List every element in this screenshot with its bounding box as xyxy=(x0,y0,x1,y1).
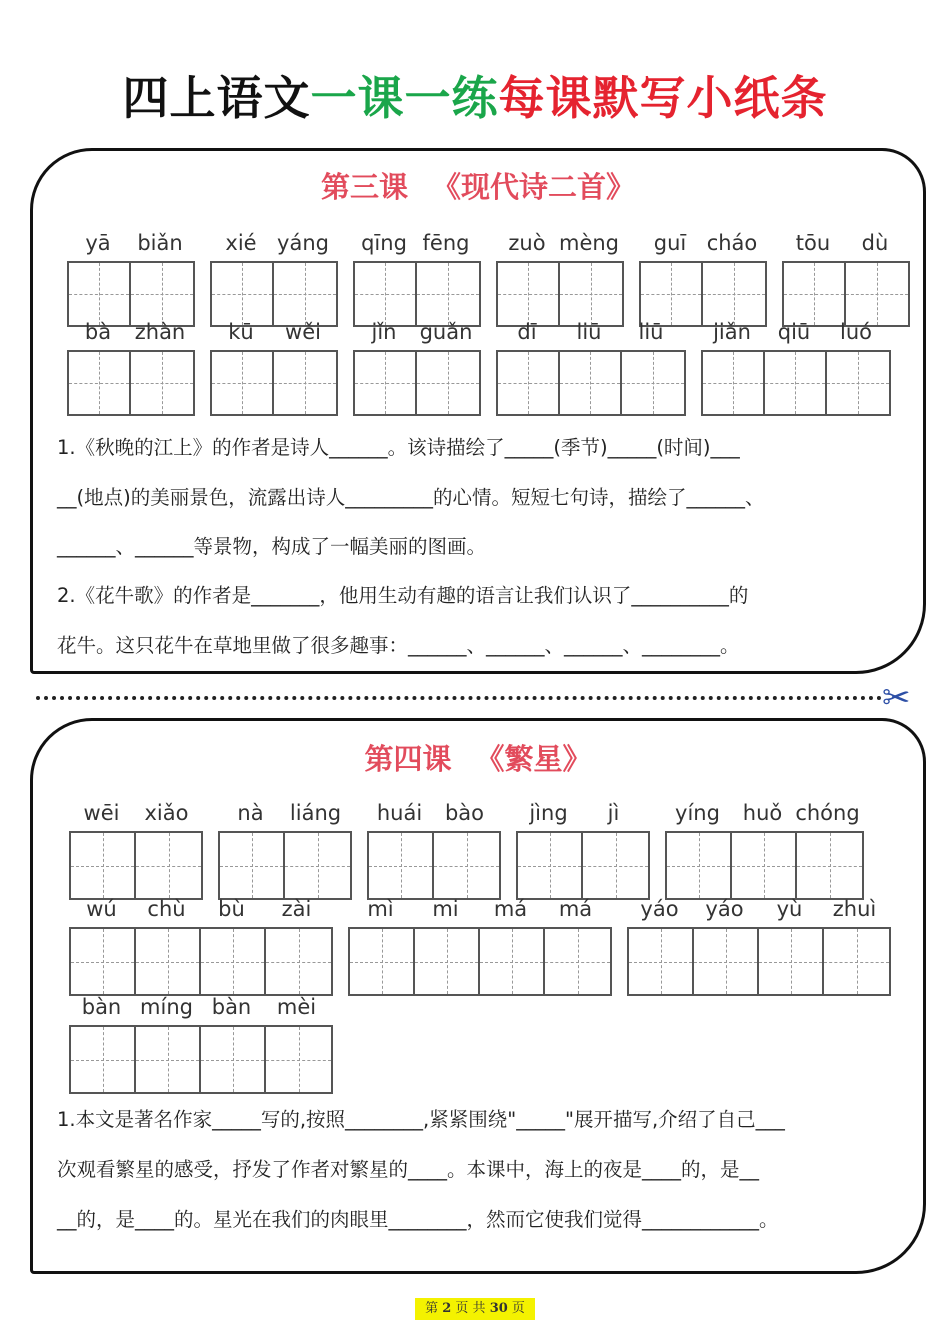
pinyin-syllable: bà xyxy=(84,320,112,344)
pinyin-syllable: má xyxy=(558,897,593,921)
lesson3-q2-line1: 2.《花牛歌》的作者是_______，他用生动有趣的语言让我们认识了__________的 xyxy=(57,584,749,607)
tianzige-box[interactable] xyxy=(220,833,285,898)
page-footer xyxy=(415,1298,535,1320)
lesson4-q1-line3: __的，是____的。星光在我们的肉眼里________，然而它使我们觉得____________。 xyxy=(57,1208,779,1231)
pinyin-line xyxy=(218,795,352,831)
writing-boxes xyxy=(69,831,203,900)
writing-boxes xyxy=(367,831,501,900)
writing-boxes xyxy=(67,350,195,416)
pinyin-syllable: huái xyxy=(376,801,423,825)
pinyin-line xyxy=(69,989,333,1025)
pinyin-syllable: mèi xyxy=(276,995,317,1019)
pinyin-syllable: yā xyxy=(85,231,111,255)
tianzige-box[interactable] xyxy=(480,929,545,994)
pinyin-syllable: mèng xyxy=(558,231,620,255)
tianzige-box[interactable] xyxy=(667,833,732,898)
tianzige-box[interactable] xyxy=(765,352,827,414)
word-group xyxy=(496,225,624,327)
lesson4-row1 xyxy=(69,795,864,900)
tianzige-box[interactable] xyxy=(266,929,331,994)
pinyin-syllable: wú xyxy=(86,897,117,921)
tianzige-box[interactable] xyxy=(136,1027,201,1092)
tianzige-box[interactable] xyxy=(434,833,499,898)
lesson3-q1-line3: ______、______等景物，构成了一幅美丽的图画。 xyxy=(57,535,487,558)
pinyin-syllable: yáng xyxy=(277,231,329,255)
pinyin-syllable: luó xyxy=(840,320,872,344)
tianzige-box[interactable] xyxy=(827,352,889,414)
pinyin-syllable: bào xyxy=(444,801,485,825)
word-group xyxy=(701,314,891,416)
pinyin-line xyxy=(665,795,864,831)
pinyin-syllable: jìng xyxy=(529,801,568,825)
writing-boxes xyxy=(627,927,891,996)
tianzige-box[interactable] xyxy=(703,352,765,414)
word-group xyxy=(67,314,195,416)
pinyin-syllable: kū xyxy=(228,320,254,344)
pinyin-syllable: yíng xyxy=(675,801,720,825)
tianzige-box[interactable] xyxy=(136,929,201,994)
lesson3-q1-line2: __(地点)的美丽景色，流露出诗人_________的心情。短短七句诗，描绘了______、 xyxy=(57,486,765,509)
pinyin-syllable: qīng xyxy=(361,231,407,255)
pinyin-syllable: xiǎo xyxy=(144,801,189,825)
pinyin-line xyxy=(353,314,481,350)
tianzige-box[interactable] xyxy=(350,929,415,994)
tianzige-box[interactable] xyxy=(71,833,136,898)
pinyin-syllable: zài xyxy=(281,897,312,921)
pinyin-syllable: guī xyxy=(653,231,687,255)
pinyin-syllable: cháo xyxy=(706,231,758,255)
pinyin-syllable: yáo xyxy=(640,897,679,921)
tianzige-box[interactable] xyxy=(415,929,480,994)
tianzige-box[interactable] xyxy=(759,929,824,994)
writing-boxes xyxy=(69,1025,333,1094)
pinyin-syllable: biǎn xyxy=(137,231,183,255)
pinyin-syllable: jiǎn xyxy=(713,320,751,344)
page-title xyxy=(0,68,950,128)
pinyin-line xyxy=(353,225,481,261)
tianzige-box[interactable] xyxy=(498,352,560,414)
pinyin-line xyxy=(210,314,338,350)
word-group xyxy=(627,891,891,996)
pinyin-syllable: fēng xyxy=(422,231,470,255)
pinyin-syllable: huǒ xyxy=(742,801,783,825)
lesson3-name: 《现代诗二首》 xyxy=(432,170,636,204)
pinyin-line xyxy=(67,314,195,350)
pinyin-line xyxy=(627,891,891,927)
word-group xyxy=(69,795,203,900)
tianzige-box[interactable] xyxy=(560,352,622,414)
pinyin-syllable: guǎn xyxy=(419,320,473,344)
word-group xyxy=(782,225,910,327)
footer-pre: 第 xyxy=(425,1301,439,1316)
word-group xyxy=(348,891,612,996)
tianzige-box[interactable] xyxy=(355,352,417,414)
word-group xyxy=(210,225,338,327)
pinyin-line xyxy=(367,795,501,831)
writing-boxes xyxy=(210,350,338,416)
pinyin-syllable: bàn xyxy=(211,995,252,1019)
pinyin-line xyxy=(69,891,333,927)
pinyin-line xyxy=(782,225,910,261)
pinyin-line xyxy=(701,314,891,350)
tianzige-box[interactable] xyxy=(797,833,862,898)
writing-boxes xyxy=(218,831,352,900)
lesson4-row3 xyxy=(69,989,333,1094)
writing-boxes xyxy=(348,927,612,996)
writing-boxes xyxy=(353,350,481,416)
tianzige-box[interactable] xyxy=(212,352,274,414)
tianzige-box[interactable] xyxy=(71,1027,136,1092)
word-group xyxy=(69,989,333,1094)
pinyin-syllable: míng xyxy=(140,995,193,1019)
lesson4-q1-line1: 1.本文是著名作家_____写的,按照________,紧紧围绕"_____"展开描写,介绍了自己___ xyxy=(57,1108,785,1131)
pinyin-line xyxy=(496,314,686,350)
title-part-2: 一课一练 xyxy=(310,71,499,125)
pinyin-syllable: chù xyxy=(147,897,186,921)
footer-total: 30 xyxy=(489,1301,508,1316)
tianzige-box[interactable] xyxy=(545,929,610,994)
cut-line xyxy=(36,696,882,700)
tianzige-box[interactable] xyxy=(518,833,583,898)
writing-boxes xyxy=(701,350,891,416)
pinyin-syllable: mì xyxy=(367,897,394,921)
lesson3-card xyxy=(30,148,926,674)
lesson3-title xyxy=(33,165,923,206)
lesson3-q2-line2: 花牛。这只花牛在草地里做了很多趣事：______、______、______、________。 xyxy=(57,634,740,657)
pinyin-syllable: liáng xyxy=(289,801,342,825)
pinyin-line xyxy=(516,795,650,831)
pinyin-syllable: liū xyxy=(576,320,602,344)
pinyin-line xyxy=(210,225,338,261)
lesson4-card xyxy=(30,718,926,1274)
pinyin-line xyxy=(69,795,203,831)
lesson4-q1-line2: 次观看繁星的感受，抒发了作者对繁星的____。本课中，海上的夜是____的，是__ xyxy=(57,1158,760,1181)
tianzige-box[interactable] xyxy=(71,929,136,994)
tianzige-box[interactable] xyxy=(201,1027,266,1092)
tianzige-box[interactable] xyxy=(274,352,336,414)
tianzige-box[interactable] xyxy=(136,833,201,898)
word-group xyxy=(67,225,195,327)
tianzige-box[interactable] xyxy=(266,1027,331,1092)
pinyin-line xyxy=(67,225,195,261)
writing-boxes xyxy=(516,831,650,900)
pinyin-syllable: wěi xyxy=(285,320,321,344)
tianzige-box[interactable] xyxy=(629,929,694,994)
pinyin-syllable: liū xyxy=(638,320,664,344)
lesson4-label: 第四课 xyxy=(364,742,452,776)
tianzige-box[interactable] xyxy=(583,833,648,898)
word-group xyxy=(210,314,338,416)
pinyin-syllable: má xyxy=(493,897,528,921)
tianzige-box[interactable] xyxy=(694,929,759,994)
lesson3-label: 第三课 xyxy=(320,170,408,204)
pinyin-syllable: zuò xyxy=(508,231,546,255)
word-group xyxy=(496,314,686,416)
word-group xyxy=(639,225,767,327)
tianzige-box[interactable] xyxy=(201,929,266,994)
tianzige-box[interactable] xyxy=(69,352,131,414)
tianzige-box[interactable] xyxy=(732,833,797,898)
pinyin-syllable: wēi xyxy=(83,801,120,825)
scissors-icon: ✂ xyxy=(882,678,911,718)
pinyin-syllable: zhàn xyxy=(134,320,186,344)
word-group xyxy=(353,225,481,327)
word-group xyxy=(516,795,650,900)
tianzige-box[interactable] xyxy=(824,929,889,994)
pinyin-syllable: qiū xyxy=(777,320,811,344)
pinyin-syllable: jì xyxy=(607,801,620,825)
writing-boxes xyxy=(665,831,864,900)
lesson4-name: 《繁星》 xyxy=(475,742,592,776)
tianzige-box[interactable] xyxy=(285,833,350,898)
word-group xyxy=(665,795,864,900)
pinyin-syllable: xié xyxy=(225,231,257,255)
writing-boxes xyxy=(69,927,333,996)
word-group xyxy=(367,795,501,900)
tianzige-box[interactable] xyxy=(131,352,193,414)
pinyin-syllable: chóng xyxy=(795,801,860,825)
title-part-3: 每课默写小纸条 xyxy=(498,71,828,125)
pinyin-syllable: yù xyxy=(776,897,803,921)
word-group xyxy=(218,795,352,900)
tianzige-box[interactable] xyxy=(622,352,684,414)
pinyin-syllable: bù xyxy=(218,897,245,921)
pinyin-syllable: tōu xyxy=(795,231,831,255)
lesson3-q1-line1: 1.《秋晚的江上》的作者是诗人______。该诗描绘了_____(季节)_____(时间)___ xyxy=(57,436,740,459)
pinyin-line xyxy=(639,225,767,261)
pinyin-line xyxy=(348,891,612,927)
footer-post: 页 xyxy=(511,1301,525,1316)
footer-mid: 页 共 xyxy=(455,1301,486,1316)
pinyin-syllable: dù xyxy=(861,231,889,255)
footer-page: 2 xyxy=(442,1301,452,1316)
pinyin-syllable: mi xyxy=(432,897,459,921)
lesson3-row2 xyxy=(67,314,891,416)
lesson4-title xyxy=(33,737,923,778)
lesson4-row2 xyxy=(69,891,891,996)
tianzige-box[interactable] xyxy=(369,833,434,898)
pinyin-syllable: yáo xyxy=(705,897,744,921)
pinyin-syllable: jǐn xyxy=(371,320,397,344)
pinyin-syllable: dī xyxy=(517,320,537,344)
word-group xyxy=(353,314,481,416)
pinyin-syllable: bàn xyxy=(81,995,122,1019)
word-group xyxy=(69,891,333,996)
tianzige-box[interactable] xyxy=(417,352,479,414)
title-part-1: 四上语文 xyxy=(122,71,311,125)
lesson3-row1 xyxy=(67,225,910,327)
pinyin-syllable: nà xyxy=(237,801,264,825)
pinyin-syllable: zhuì xyxy=(832,897,877,921)
pinyin-line xyxy=(496,225,624,261)
writing-boxes xyxy=(496,350,686,416)
